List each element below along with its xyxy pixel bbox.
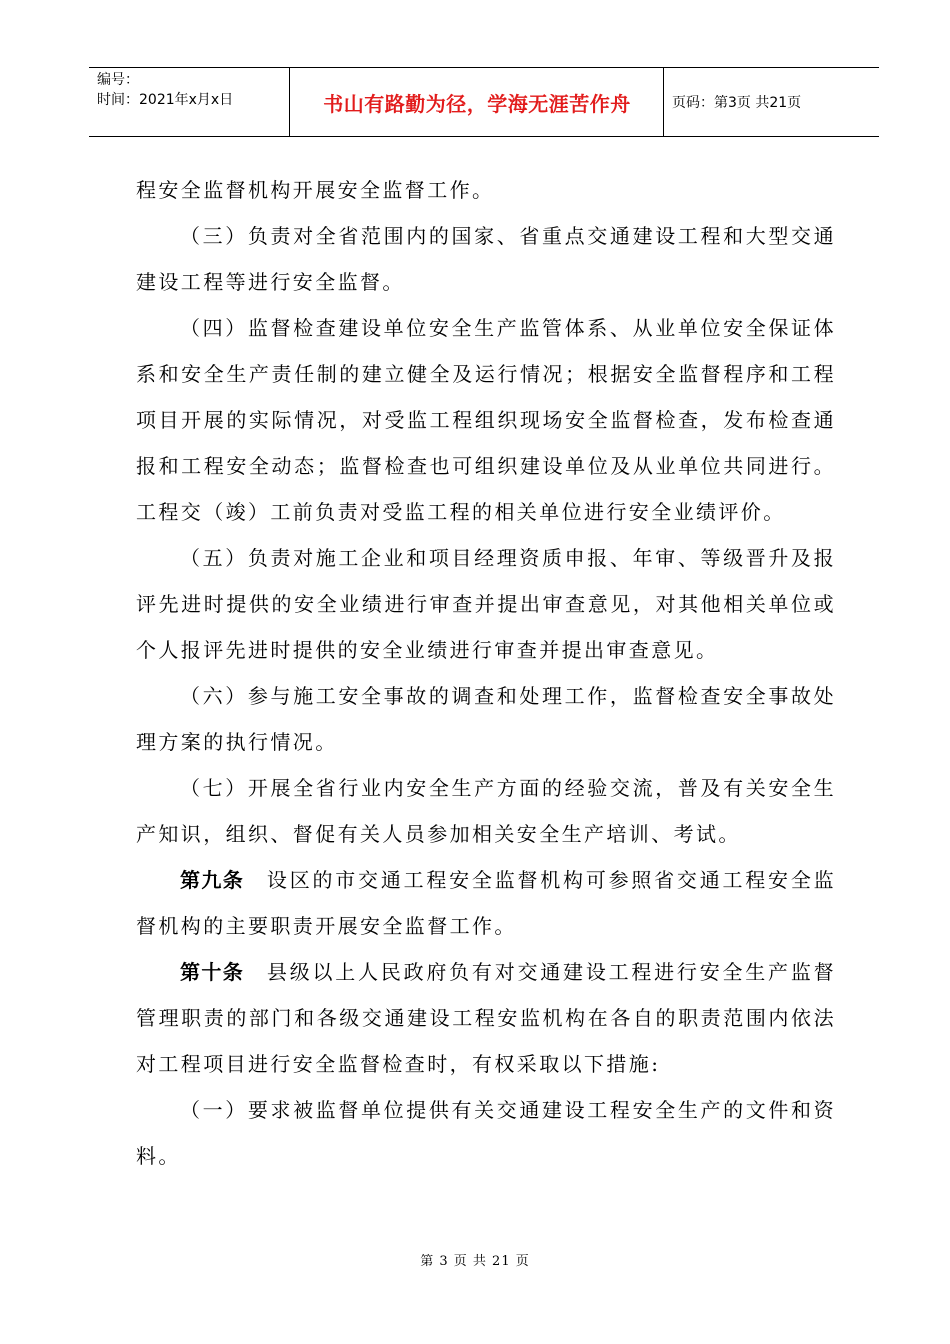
header-page-info: 页码：第3页 共21页: [672, 95, 802, 111]
article-9-text: 设区的市交通工程安全监督机构可参照省交通工程安全监督机构的主要职责开展安全监督工作。: [136, 868, 837, 938]
article-9: [136, 857, 836, 949]
article-10-title: 第十条: [180, 960, 245, 984]
paragraph: （一）要求被监督单位提供有关交通建设工程安全生产的文件和资料。: [136, 1098, 836, 1168]
document-body: [136, 167, 836, 1179]
paragraph: （六）参与施工安全事故的调查和处理工作，监督检查安全事故处理方案的执行情况。: [136, 684, 836, 754]
article-9-title: 第九条: [180, 868, 245, 892]
header-meta: [97, 70, 287, 110]
header-divider: [663, 68, 664, 136]
paragraph: 程安全监督机构开展安全监督工作。: [136, 178, 495, 202]
paragraph: （五）负责对施工企业和项目经理资质申报、年审、等级晋升及报评先进时提供的安全业绩进行审查并提出审查意见，对其他相关单位或个人报评先进时提供的安全业绩进行审查并提出审查意见。: [136, 546, 836, 662]
page-header: [89, 67, 879, 137]
header-motto: 书山有路勤为径，学海无涯苦作舟: [323, 91, 631, 116]
page-footer: 第 3 页 共 21 页: [420, 1254, 530, 1269]
number-label: 编号：: [97, 72, 139, 88]
paragraph: （四）监督检查建设单位安全生产监管体系、从业单位安全保证体系和安全生产责任制的建立健全及运行情况；根据安全监督程序和工程项目开展的实际情况，对受监工程组织现场安全监督检查，发布检查通报和工程安全动态；监督检查也可组织建设单位及从业单位共同进行。工程交（竣）工前负责对受监工程的相关单位进行安全业绩评价。: [136, 316, 836, 524]
paragraph: （三）负责对全省范围内的国家、省重点交通建设工程和大型交通建设工程等进行安全监督。: [136, 224, 836, 294]
paragraph: （七）开展全省行业内安全生产方面的经验交流，普及有关安全生产知识，组织、督促有关人员参加相关安全生产培训、考试。: [136, 776, 836, 846]
time-label: 时间：2021年x月x日: [97, 92, 234, 108]
article-10: [136, 949, 836, 1087]
header-divider: [289, 68, 290, 136]
article-10-text: 县级以上人民政府负有对交通建设工程进行安全生产监督管理职责的部门和各级交通建设工程安监机构在各自的职责范围内依法对工程项目进行安全监督检查时，有权采取以下措施:: [136, 960, 837, 1076]
